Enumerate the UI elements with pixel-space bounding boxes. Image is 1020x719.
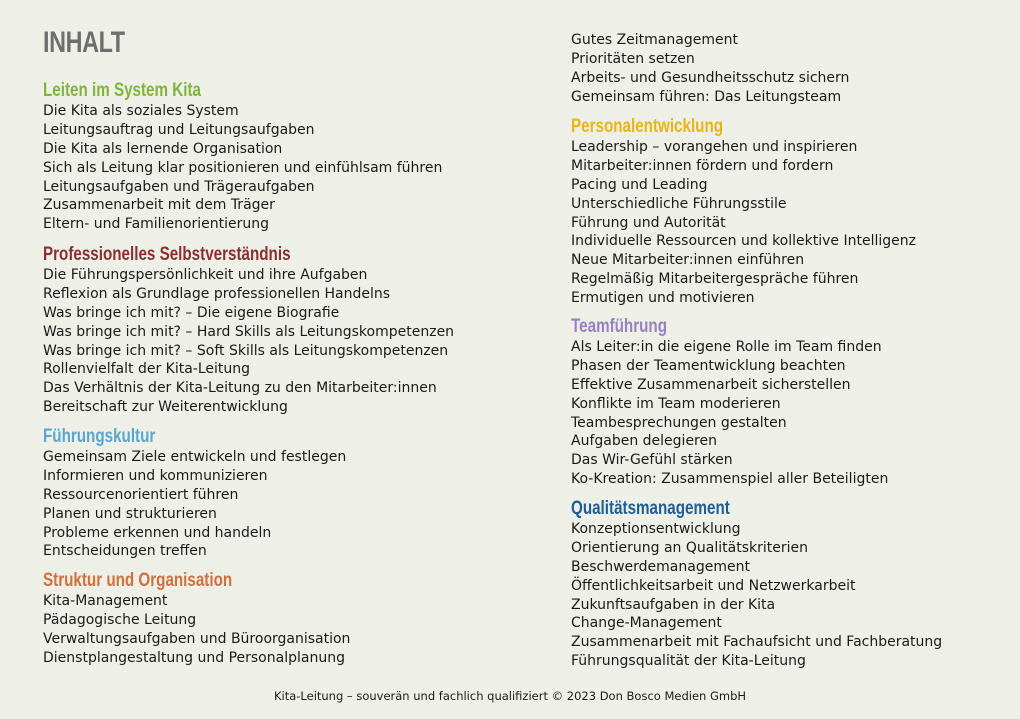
section-items [43,592,503,668]
toc-item: Was bringe ich mit? – Hard Skills als Leitungskompetenzen [43,323,455,340]
toc-item: Entscheidungen treffen [43,543,207,560]
toc-item: Leadership – vorangehen und inspirieren [571,139,858,155]
toc-item: Neue Mitarbeiter:innen einführen [571,252,805,269]
section-personalentwicklung [571,116,1020,308]
toc-item: Change-Management [571,615,722,632]
toc-item: Als Leiter:in die eigene Rolle im Team finden [571,339,882,355]
toc-item: Leitungsauftrag und Leitungsaufgaben [43,121,315,138]
toc-item: Leitungsaufgaben und Trägeraufgaben [43,178,315,195]
toc-item: Arbeits- und Gesundheitsschutz sichern [571,69,850,86]
section-heading: Teamführung [571,316,667,337]
section-items [571,31,1020,107]
toc-item: Was bringe ich mit? – Soft Skills als Leitungskompetenzen [43,342,449,359]
toc-item: Zusammenarbeit mit Fachaufsicht und Fachberatung [571,634,943,651]
toc-item: Regelmäßig Mitarbeitergespräche führen [571,271,859,288]
section-leiten [43,80,503,234]
section-selbstverstaendnis [43,244,503,417]
section-heading: Führungskultur [43,426,156,447]
toc-item: Das Wir-Gefühl stärken [571,452,733,469]
section-heading: Professionelles Selbstverständnis [43,244,291,265]
section-items [43,266,503,417]
section-struktur [43,570,503,668]
toc-item: Führungsqualität der Kita-Leitung [571,653,806,670]
toc-item: Pädagogische Leitung [43,611,197,628]
toc-item: Zusammenarbeit mit dem Träger [43,197,275,214]
toc-item: Ko-Kreation: Zusammenspiel aller Beteiligten [571,471,889,488]
toc-item: Pacing und Leading [571,176,708,193]
toc-item: Bereitschaft zur Weiterentwicklung [43,399,288,416]
toc-item: Gemeinsam führen: Das Leitungsteam [571,88,842,105]
toc-item: Die Führungspersönlichkeit und ihre Aufgaben [43,267,368,283]
section-heading: Personalentwicklung [571,116,724,137]
page-title: INHALT [43,26,125,59]
toc-item: Eltern- und Familienorientierung [43,216,270,233]
toc-item: Die Kita als lernende Organisation [43,140,283,157]
toc-item: Planen und strukturieren [43,505,217,522]
toc-item: Individuelle Ressourcen und kollektive Intelligenz [571,233,916,250]
toc-item: Das Verhältnis der Kita-Leitung zu den Mitarbeiter:innen [43,380,437,397]
section-qualitaet [571,498,1020,671]
section-struktur-continued [571,31,1020,107]
section-items [43,448,503,561]
toc-item: Ermutigen und motivieren [571,290,755,307]
toc-item: Gemeinsam Ziele entwickeln und festlegen [43,449,347,465]
section-teamfuehrung [571,316,1020,489]
toc-item: Phasen der Teamentwicklung beachten [571,357,846,374]
toc-item: Konzeptionsentwicklung [571,521,741,537]
toc-item: Reflexion als Grundlage professionellen Handelns [43,285,391,302]
footer-copyright: Kita-Leitung – souverän und fachlich qualifiziert © 2023 Don Bosco Medien GmbH [273,689,747,703]
toc-item: Dienstplangestaltung und Personalplanung [43,649,345,666]
section-items [571,520,1020,671]
section-items [571,338,1020,489]
toc-item: Sich als Leitung klar positionieren und einfühlsam führen [43,159,443,176]
toc-item: Öffentlichkeitsarbeit und Netzwerkarbeit [571,577,856,594]
section-items [43,102,503,234]
section-fuehrungskultur [43,426,503,561]
section-heading: Struktur und Organisation [43,570,233,591]
toc-item: Unterschiedliche Führungsstile [571,195,787,212]
toc-item: Prioritäten setzen [571,50,695,67]
toc-item: Gutes Zeitmanagement [571,32,738,48]
toc-item: Verwaltungsaufgaben und Büroorganisation [43,630,351,647]
toc-item: Mitarbeiter:innen fördern und fordern [571,157,834,174]
toc-item: Orientierung an Qualitätskriterien [571,539,808,556]
toc-item: Rollenvielfalt der Kita-Leitung [43,361,251,378]
toc-item: Informieren und kommunizieren [43,467,268,484]
section-heading: Qualitätsmanagement [571,498,730,519]
toc-item: Konflikte im Team moderieren [571,395,781,412]
toc-item: Probleme erkennen und handeln [43,524,272,541]
toc-item: Beschwerdemanagement [571,558,750,575]
toc-item: Führung und Autorität [571,214,726,231]
toc-item: Effektive Zusammenarbeit sicherstellen [571,376,851,393]
toc-item: Teambesprechungen gestalten [571,414,787,431]
toc-item: Die Kita als soziales System [43,103,239,119]
toc-item: Ressourcenorientiert führen [43,486,239,503]
toc-item: Was bringe ich mit? – Die eigene Biografie [43,304,340,321]
toc-item: Kita-Management [43,593,168,609]
toc-item: Aufgaben delegieren [571,433,717,450]
toc-item: Zukunftsaufgaben in der Kita [571,596,776,613]
section-items [571,138,1020,308]
section-heading: Leiten im System Kita [43,80,201,101]
